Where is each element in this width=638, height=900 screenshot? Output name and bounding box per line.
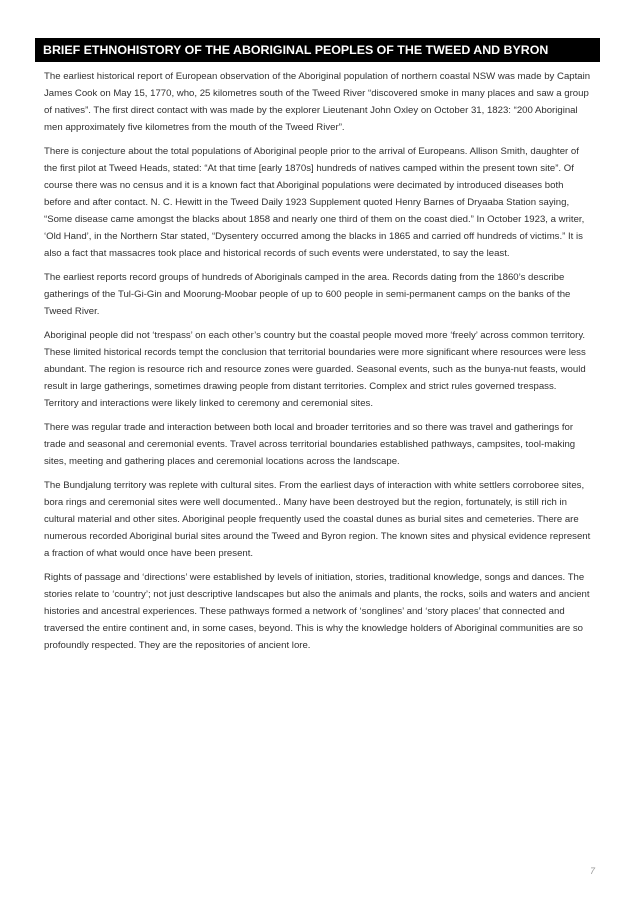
paragraph-cultural-sites: The Bundjalung territory was replete with cultural sites. From the earliest days of interaction with white settlers corroboree sites, bora rings and ceremonial sites were well documented.. Many have been destroyed but the region, fortunately, is still rich in cultural material and other sites. Aboriginal people frequently used the coastal dunes as burial sites and cemeteries. There are numerous recorded Aboriginal burial sites around the Tweed and Byron region. The known sites and physical evidence represent a fraction of what would once have been present.	[44, 480, 591, 559]
paragraph-songlines: Rights of passage and ‘directions’ were established by levels of initiation, stories, traditional knowledge, songs and dances. The stories relate to ‘country’; not just descriptive landscapes but also the animals and plants, the rocks, soils and waters and ancient histories and ancestral experiences. These pathways formed a network of ‘songlines’ and ‘story places’ that connected and traversed the entire continent and, in some cases, beyond. This is why the knowledge holders of Aboriginal communities are so profoundly respected. They are the repositories of ancient lore.	[44, 572, 590, 651]
page-title: BRIEF ETHNOHISTORY OF THE ABORIGINAL PEOPLES OF THE TWEED AND BYRON	[43, 43, 549, 57]
paragraph-territory: Aboriginal people did not ‘trespass’ on each other’s country but the coastal people moved more ‘freely’ across common territory. These limited historical records tempt the conclusion that territorial boundaries were more significant where resources were less abundant. The region is resource rich and resource zones were guarded. Seasonal events, such as the bunya-nut feasts, would result in large gatherings, sometimes drawing people from distant territories. Complex and strict rules governed trespass. Territory and interactions were likely linked to ceremony and ceremonial sites.	[44, 330, 586, 409]
paragraph-cook-oxley: The earliest historical report of European observation of the Aboriginal population of northern coastal NSW was made by Captain James Cook on May 15, 1770, who, 25 kilometres south of the Tweed River “discovered smoke in many places and saw a group of natives”. The first direct contact with was made by the explorer Lieutenant John Oxley on October 31, 1823: “200 Aboriginal men approximately five kilometres from the mouth of the Tweed River”.	[44, 71, 591, 133]
paragraph-camp-groups: The earliest reports record groups of hundreds of Aboriginals camped in the area. Records dating from the 1860’s describe gatherings of the Tul-Gi-Gin and Moorung-Moobar people of up to 600 people in semi-permanent camps on the banks of the Tweed River.	[44, 272, 571, 317]
paragraph-population: There is conjecture about the total populations of Aboriginal people prior to the arrival of Europeans. Allison Smith, daughter of the first pilot at Tweed Heads, stated: “At that time [early 1870s] hundreds of natives camped within the present town site”. Of course there was no census and it is a known fact that Aboriginal populations were decimated by introduced diseases both before and after contact. N. C. Hewitt in the Tweed Daily 1923 Supplement quoted Henry Barnes of Dryaaba Station saying, “Some disease came amongst the blacks about 1858 and nearly one third of them on the coast died.” In October 1923, a writer, ‘Old Hand’, in the Northern Star stated, “Dysentery occurred among the blacks in 1865 and carried off hundreds of victims.” It is also a fact that massacres took place and historical records of such events were understated, to say the least.	[44, 146, 585, 259]
paragraph-trade: There was regular trade and interaction between both local and broader territories and so there was travel and gatherings for trade and seasonal and ceremonial events. Travel across territorial boundaries established pathways, campsites, tool-making sites, meeting and gathering places and ceremonial locations across the landscape.	[44, 422, 576, 467]
page-number: 7	[590, 866, 596, 876]
body-text	[44, 68, 592, 661]
title-banner	[35, 38, 600, 62]
